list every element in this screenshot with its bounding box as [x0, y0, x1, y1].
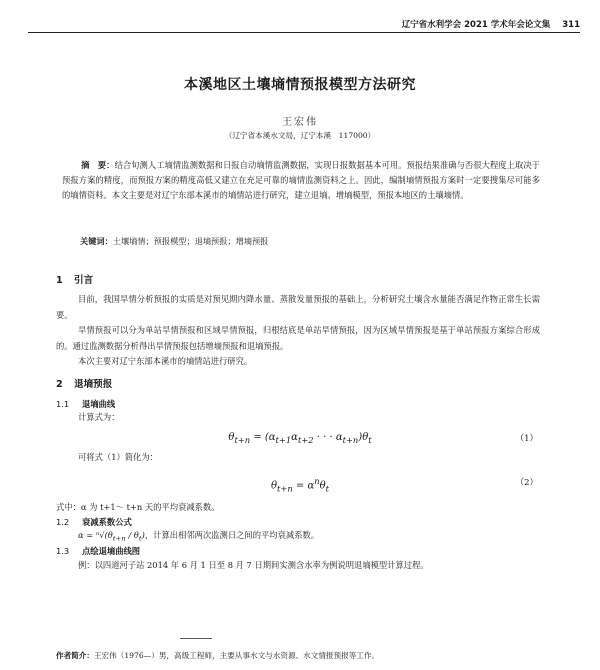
subsection-title: 衰减系数公式 — [82, 517, 132, 527]
subsection-heading-curve — [56, 398, 115, 410]
section-number: 2 — [56, 379, 63, 390]
coefficient-description: ，计算出相邻两次监测日之间的平均衰减系数。 — [144, 530, 320, 540]
equation-1-number: （1） — [515, 434, 538, 444]
subsection-title: 点绘退墒曲线图 — [82, 546, 141, 556]
coefficient-formula-line — [78, 528, 540, 547]
author-affiliation: （辽宁省本溪水文局，辽宁本溪 117000） — [224, 131, 376, 140]
section-heading-recession — [56, 376, 112, 390]
subsection-number: 1.1 — [56, 399, 70, 409]
footnote-rule — [180, 638, 212, 639]
equation-1-body: $\theta_{t+n} = (\alpha_{t+1}\alpha_{t+2}$ · · · $\alpha_{t+n})\theta_t$ — [228, 432, 372, 445]
equation-2-body: $\theta_{t+n} = \alpha^n\theta_t$ — [271, 476, 329, 494]
abstract — [62, 158, 540, 204]
subsection-number: 1.2 — [56, 517, 70, 527]
section-number: 1 — [56, 275, 63, 286]
intro-paragraph-2: 旱情预报可以分为单站旱情预报和区域旱情预报，归根结底是单站旱情预报，因为区域旱情预报是基于单站预报方案综合形成的。通过监测数据分析得出旱情预报包括增墒预报和退墒预报。 — [56, 325, 540, 351]
journal-name: 辽宁省水利学会 2021 学术年会论文集 — [401, 20, 551, 30]
running-header — [28, 10, 580, 33]
page-number: 311 — [562, 20, 580, 30]
formula-intro: 计算式为： — [78, 412, 120, 422]
variable-definition: 式中：α 为 t+1～ t+n 天的平均衰减系数。 — [56, 502, 220, 512]
intro-paragraph-1: 目前，我国旱情分析预报的实质是对预见期内降水量、蒸散发量预报的基础上，分析研究土壤含水量能否满足作物正常生长需要。 — [56, 294, 540, 320]
keywords-text: 土壤墒情；预报模型；退墒预报；增墒预报 — [112, 236, 269, 246]
simplify-text: 可将式（1）简化为： — [78, 452, 158, 462]
intro-paragraph-3: 本次主要对辽宁东部本溪市的墒情站进行研究。 — [78, 356, 253, 366]
section-title: 引言 — [74, 275, 94, 286]
paper-title: 本溪地区土壤墒情预报模型方法研究 — [184, 77, 416, 93]
footnote-text: 王宏伟（1976—）男，高级工程师，主要从事水文与水资源、水文情报预报等工作。 — [93, 651, 380, 660]
coefficient-formula: $\alpha = ^n√(\theta_{t+n} / \theta_t)$ — [78, 530, 145, 543]
equation-2-number: （2） — [515, 478, 538, 488]
subsection-number: 1.3 — [56, 546, 70, 556]
subsection-heading-plot — [56, 545, 140, 557]
keywords — [80, 236, 540, 247]
abstract-text: 结合旬测人工墒情监测数据和日报自动墒情监测数据，实现日报数据基本可用。预报结果准确与否很大程度上取决于预报方案的精度，而预报方案的精度高低又建立在充足可靠的墒情监测资料之上。因此，编制墒情预报方案时一定要搜集尽可能多的墒情资料。本文主要是对辽宁东部本溪市的墒情站进行研究，建立退墒、增墒模型，预报本地区的土壤墒情。 — [62, 160, 540, 201]
abstract-label: 摘 要： — [81, 160, 115, 170]
section-title: 退墒预报 — [74, 379, 113, 390]
header-right — [402, 18, 580, 30]
subsection-title: 退墒曲线 — [82, 399, 116, 409]
section-heading-intro — [56, 272, 93, 286]
author-name: 王宏伟 — [282, 117, 318, 128]
author-footnote — [56, 650, 379, 661]
footnote-label: 作者简介： — [56, 651, 94, 660]
example-paragraph: 例：以四道河子站 2014 年 6 月 1 日至 8 月 7 日期间实测含水率为例说明退墒模型计算过程。 — [78, 560, 429, 570]
subsection-heading-coefficient — [56, 516, 132, 528]
keywords-label: 关键词： — [80, 236, 113, 246]
